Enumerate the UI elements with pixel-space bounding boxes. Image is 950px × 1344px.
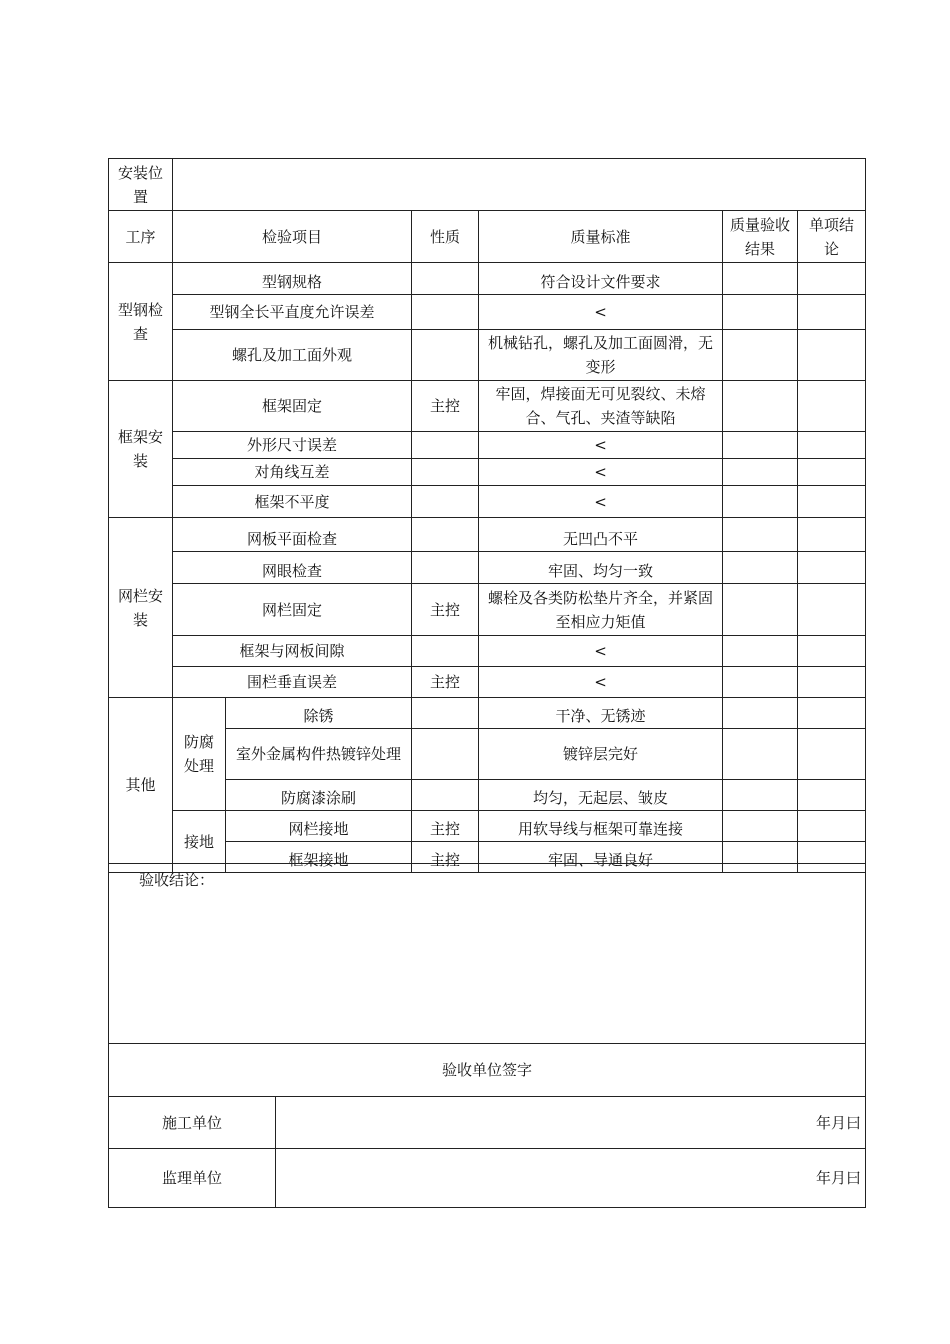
supervision-label: 监理单位: [109, 1149, 276, 1208]
conclusion-cell[interactable]: [798, 459, 866, 486]
nature-cell: [412, 486, 479, 518]
install-location-label: 安装位置: [109, 159, 173, 211]
nature-cell: [412, 432, 479, 459]
table-row: [109, 486, 866, 518]
item-cell: 除锈: [226, 698, 412, 729]
nature-cell: [412, 263, 479, 295]
standard-cell: 机械钻孔，螺孔及加工面圆滑，无变形: [479, 330, 723, 381]
item-cell: 螺孔及加工面外观: [173, 330, 412, 381]
col-nature: 性质: [412, 211, 479, 263]
table-row: [109, 459, 866, 486]
install-location-row: [109, 159, 866, 211]
item-cell: 网栏固定: [173, 584, 412, 636]
result-cell[interactable]: [723, 486, 798, 518]
table-row: [109, 432, 866, 459]
nature-cell: [412, 552, 479, 584]
process-steel: 型钢检查: [109, 263, 173, 381]
table-row: [109, 263, 866, 295]
conclusion-cell[interactable]: [798, 667, 866, 698]
standard-cell: <: [479, 432, 723, 459]
result-cell[interactable]: [723, 518, 798, 552]
table-row: [109, 698, 866, 729]
result-cell[interactable]: [723, 698, 798, 729]
nature-cell: [412, 295, 479, 330]
construction-label: 施工单位: [109, 1097, 276, 1149]
table-row: [109, 667, 866, 698]
process-fence: 网栏安装: [109, 518, 173, 698]
standard-cell: 均匀，无起层、皱皮: [479, 780, 723, 811]
item-cell: 网板平面检查: [173, 518, 412, 552]
subprocess-anticorrosion: 防腐处理: [173, 698, 226, 811]
process-other: 其他: [109, 698, 173, 873]
conclusion-cell[interactable]: [798, 381, 866, 432]
result-cell[interactable]: [723, 584, 798, 636]
item-cell: 框架固定: [173, 381, 412, 432]
result-cell[interactable]: [723, 636, 798, 667]
standard-cell: 镀锌层完好: [479, 729, 723, 780]
col-result: 质量验收结果: [723, 211, 798, 263]
result-cell[interactable]: [723, 432, 798, 459]
conclusion-cell[interactable]: [798, 811, 866, 842]
supervision-row: [109, 1149, 866, 1208]
nature-cell: [412, 729, 479, 780]
install-location-value[interactable]: [173, 159, 866, 211]
table-row: [109, 584, 866, 636]
standard-cell: 无凹凸不平: [479, 518, 723, 552]
conclusion-cell[interactable]: [798, 295, 866, 330]
standard-cell: 牢固、均匀一致: [479, 552, 723, 584]
conclusion-cell[interactable]: [798, 486, 866, 518]
result-cell[interactable]: [723, 729, 798, 780]
standard-cell: <: [479, 486, 723, 518]
nature-cell: [412, 780, 479, 811]
conclusion-cell[interactable]: [798, 263, 866, 295]
construction-date: 年月曰: [816, 1113, 862, 1132]
item-cell: 防腐漆涂刷: [226, 780, 412, 811]
item-cell: 网栏接地: [226, 811, 412, 842]
supervision-date: 年月曰: [816, 1169, 862, 1187]
standard-cell: 牢固、导通良好: [479, 842, 723, 873]
table-row: [109, 636, 866, 667]
standard-cell: <: [479, 667, 723, 698]
nature-cell: 主控: [412, 842, 479, 873]
standard-cell: <: [479, 459, 723, 486]
table-row: [109, 518, 866, 552]
result-cell[interactable]: [723, 295, 798, 330]
conclusion-table: [108, 863, 866, 1208]
construction-signature[interactable]: [276, 1097, 866, 1149]
nature-cell: 主控: [412, 667, 479, 698]
nature-cell: [412, 459, 479, 486]
conclusion-cell[interactable]: [798, 330, 866, 381]
result-cell[interactable]: [723, 459, 798, 486]
conclusion-cell[interactable]: [798, 518, 866, 552]
nature-cell: [412, 518, 479, 552]
nature-cell: [412, 698, 479, 729]
table-row: [109, 811, 866, 842]
standard-cell: <: [479, 295, 723, 330]
nature-cell: 主控: [412, 381, 479, 432]
table-row: [109, 330, 866, 381]
construction-row: [109, 1097, 866, 1149]
process-frame: 框架安装: [109, 381, 173, 518]
item-cell: 外形尺寸误差: [173, 432, 412, 459]
col-item: 检验项目: [173, 211, 412, 263]
item-cell: 对角线互差: [173, 459, 412, 486]
table-row: [109, 295, 866, 330]
item-cell: 框架不平度: [173, 486, 412, 518]
item-cell: 围栏垂直误差: [173, 667, 412, 698]
result-cell[interactable]: [723, 330, 798, 381]
nature-cell: 主控: [412, 811, 479, 842]
result-cell[interactable]: [723, 811, 798, 842]
standard-cell: 用软导线与框架可靠连接: [479, 811, 723, 842]
subprocess-grounding: 接地: [173, 811, 226, 873]
conclusion-area[interactable]: [109, 864, 866, 1044]
item-cell: 框架接地: [226, 842, 412, 873]
result-cell[interactable]: [723, 381, 798, 432]
col-conclusion: 单项结论: [798, 211, 866, 263]
col-process: 工序: [109, 211, 173, 263]
conclusion-cell[interactable]: [798, 636, 866, 667]
table-header-row: [109, 211, 866, 263]
inspection-table: [108, 158, 866, 873]
standard-cell: 牢固，焊接面无可见裂纹、未熔合、气孔、夹渣等缺陷: [479, 381, 723, 432]
conclusion-cell[interactable]: [798, 584, 866, 636]
nature-cell: 主控: [412, 584, 479, 636]
standard-cell: 干净、无锈迹: [479, 698, 723, 729]
nature-cell: [412, 330, 479, 381]
standard-cell: <: [479, 636, 723, 667]
result-cell[interactable]: [723, 667, 798, 698]
conclusion-cell[interactable]: [798, 729, 866, 780]
standard-cell: 符合设计文件要求: [479, 263, 723, 295]
item-cell: 型钢全长平直度允许误差: [173, 295, 412, 330]
nature-cell: [412, 636, 479, 667]
conclusion-label: 验收结论：: [139, 871, 215, 889]
result-cell[interactable]: [723, 263, 798, 295]
conclusion-cell[interactable]: [798, 698, 866, 729]
conclusion-cell[interactable]: [798, 780, 866, 811]
signature-title: 验收单位签字: [109, 1044, 866, 1097]
inspection-form: [108, 158, 865, 1208]
signature-title-row: [109, 1044, 866, 1097]
item-cell: 网眼检查: [173, 552, 412, 584]
result-cell[interactable]: [723, 780, 798, 811]
item-cell: 框架与网板间隙: [173, 636, 412, 667]
supervision-signature[interactable]: [276, 1149, 866, 1208]
conclusion-cell[interactable]: [798, 432, 866, 459]
col-standard: 质量标准: [479, 211, 723, 263]
table-row: [109, 552, 866, 584]
standard-cell: 螺栓及各类防松垫片齐全，并紧固至相应力矩值: [479, 584, 723, 636]
item-cell: 室外金属构件热镀锌处理: [226, 729, 412, 780]
table-row: [109, 381, 866, 432]
conclusion-cell[interactable]: [798, 552, 866, 584]
result-cell[interactable]: [723, 552, 798, 584]
conclusion-row: [109, 864, 866, 1044]
item-cell: 型钢规格: [173, 263, 412, 295]
